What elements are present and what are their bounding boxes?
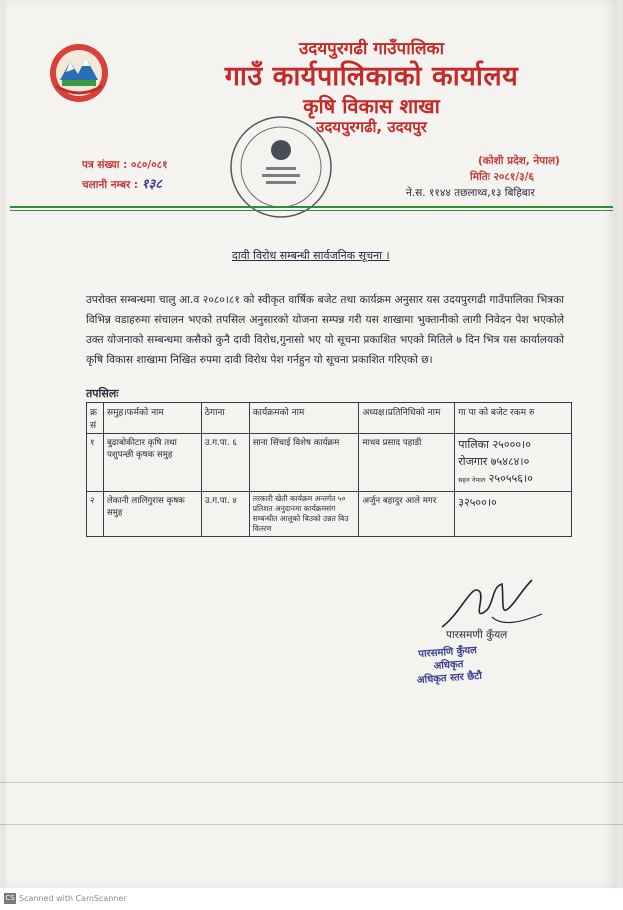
scanner-footer [0,888,623,910]
municipality-name: उदयपुरगढी गाउँपालिका [298,39,444,59]
chair-name: माधव प्रसाद पहाडी [359,434,455,492]
office-name: गाउँ कार्यपालिकाको कार्यालय [224,61,519,92]
budget-line: रोजगार ७५४८४।० [458,455,530,468]
budget-amount: ३२५००।० [455,492,572,537]
column-header: क्र सं [87,403,104,434]
signatory-seal: पारसमणि कुँयल अधिकृत अधिकृत स्तर छैटौ [416,644,483,687]
page-fold [0,824,623,825]
column-header: गा पा को बजेट रकम रु [455,403,572,434]
group-name: लेकानी लालिगुरास कृषक समुह [103,492,201,537]
details-label: तपसिलः [86,387,119,400]
budget-amount [455,434,572,492]
section-name: कृषि विकास शाखा [303,94,440,118]
group-name: बुढाबोकीटार कृषि तथा पशुपन्छी कृषक समुह [103,434,201,492]
budget-line: सहन नेपाल २५०५५६।० [458,472,533,485]
province-label: (कोशी प्रदेश, नेपाल) [478,155,560,167]
date: मितिः २०८१/३/६ [470,171,534,183]
address: उ.ग.पा. ४ [201,492,249,537]
table-row [87,434,572,492]
scanner-watermark: Scanned with CamScanner [19,894,127,903]
column-header: कार्यक्रमको नाम [249,403,359,434]
program-name: साना सिंचाई विशेष कार्यक्रम [249,434,359,492]
column-header: समुह।फर्मको नाम [103,403,201,434]
header-divider [10,206,613,208]
notice-body: उपरोक्त सम्बन्धमा चालु आ.व २०८०।८१ को स्वीकृत वार्षिक बजेट तथा कार्यक्रम अनुसार यस उदयपुरगढी गाउँपालिका भित्रका विभिन्न वडाहरुमा संचालन भएको तपसिल अनुसारको योजना सम्पन्न गरी यस शाखामा भुक्तानीको लागी निवेदन पेश भएकोले उक्त योजनाको सम्बन्धमा कसैको कुनै दावी विरोध,गुनासो भए यो सूचना प्रकाशित भएको मितिले ७ दिन भित्र यस कार्यालयको कृषि विकास शाखामा निखित रुपमा दावी विरोध पेश गर्नहुन यो सूचना प्रकाशित गरिएको छ। [86,294,564,366]
chair-name: अर्जुन बहादुर आले मगर [359,492,455,537]
column-header: ठेगाना [201,403,249,434]
project-table [86,402,572,537]
serial-number: २ [87,492,104,537]
page-fold [0,782,623,783]
dispatch-number: चलानी नम्बर : १३८ [82,177,163,192]
column-header: अध्यक्ष।प्रतिनिधिको नाम [359,403,455,434]
signatory-name: पारसमणी कुँयल [446,629,508,641]
budget-line: पालिका २५०००।० [458,438,531,451]
camscanner-icon: CS [5,894,15,902]
office-location: उदयपुरगढी, उदयपुर [316,118,427,136]
table-header-row [87,403,572,434]
program-name: तरकारी खेती कार्यक्रम अन्तर्गत ५० प्रतिशत अनुदानमा कार्यक्रमसंग सम्बन्धीत आलुको बिउको उन्नत बिउ वितरण [249,492,359,537]
notice-title: दावी विरोध सम्बन्धी सार्वजनिक सूचना । [232,249,390,262]
nepal-sambat-date: ने.स. ११४४ तछलाथ्व,१३ बिहिबार [406,187,535,199]
table-row [87,492,572,537]
header-divider-thin [10,210,613,211]
serial-number: १ [87,434,104,492]
address: उ.ग.पा. ६ [201,434,249,492]
letter-number: पत्र संख्या : ०८०/०८१ [82,159,168,171]
